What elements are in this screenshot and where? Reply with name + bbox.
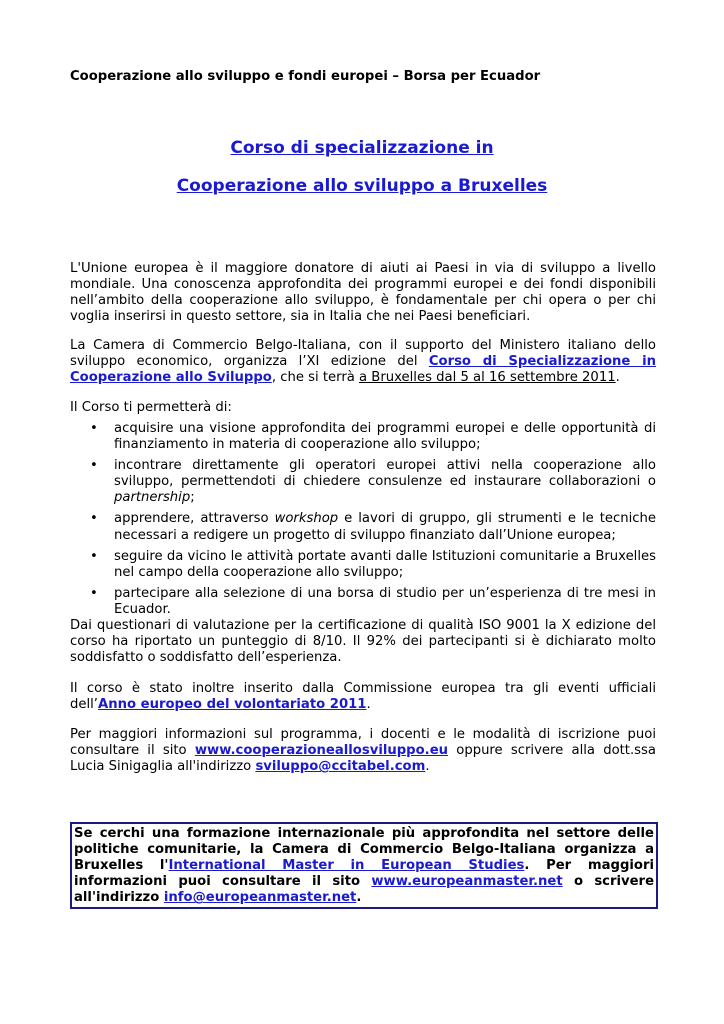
website-link[interactable]: www.cooperazioneallosviluppo.eu xyxy=(194,743,449,759)
benefit-text-after: ; xyxy=(190,490,195,506)
bullet-icon: • xyxy=(90,421,98,436)
organizer-suffix: . xyxy=(615,370,620,386)
info-suffix: . xyxy=(425,759,430,775)
list-item xyxy=(70,458,656,506)
callout-prefix: Se cerchi una formazione internazionale più approfondita nel settore delle politiche comunitarie, la Camera di Commercio Belgo-Italiana organizza a Bruxelles l' xyxy=(74,826,654,874)
benefit-text: partecipare alla selezione di una borsa di studio per un’esperienza di tre mesi in Ecuador. xyxy=(114,585,656,617)
bullet-icon: • xyxy=(90,585,98,601)
info-middle: oppure scrivere alla dott.ssa Lucia Sinigaglia all'indirizzo xyxy=(70,743,656,775)
list-item xyxy=(70,549,656,581)
benefit-text: seguire da vicino le attività portate avanti dalle Istituzioni comunitarie a Bruxelles nel campo della cooperazione allo sviluppo; xyxy=(114,548,656,580)
organizer-paragraph xyxy=(70,338,656,386)
master-website-link[interactable]: www.europeanmaster.net xyxy=(371,874,563,890)
list-item xyxy=(70,586,656,618)
benefit-text: apprendere, attraverso xyxy=(114,511,275,527)
benefit-italic: partnership xyxy=(114,490,191,506)
page-title-line-1[interactable]: Corso di specializzazione in xyxy=(230,138,494,158)
page-header: Cooperazione allo sviluppo e fondi europei – Borsa per Ecuador xyxy=(70,69,541,84)
benefits-intro: Il Corso ti permetterà di: xyxy=(70,400,232,415)
page-title-line-2[interactable]: Cooperazione allo sviluppo a Bruxelles xyxy=(176,176,548,196)
callout-middle-2: o scrivere all'indirizzo xyxy=(74,874,655,906)
bullet-icon: • xyxy=(90,511,98,527)
info-prefix: Per maggiori informazioni sul programma, i docenti e le modalità di iscrizione puoi consultare il sito xyxy=(70,727,656,759)
organizer-middle: , che si terrà xyxy=(271,370,360,386)
benefit-text-after: e lavori di gruppo, gli strumenti e le tecniche necessari a redigere un progetto di sviluppo finanziato dall’Unione europea; xyxy=(114,511,657,543)
benefit-text: acquisire una visione approfondita dei programmi europei e delle opportunità di finanziamento in materia di cooperazione allo sviluppo; xyxy=(114,421,656,453)
volunteering-paragraph xyxy=(70,681,656,713)
course-link[interactable]: Corso di Specializzazione in Cooperazione allo Sviluppo xyxy=(70,354,656,386)
benefit-italic: workshop xyxy=(274,511,339,527)
callout-middle: . Per maggiori informazioni puoi consultare il sito xyxy=(74,858,654,890)
volunteering-year-link[interactable]: Anno europeo del volontariato 2011 xyxy=(98,697,367,713)
callout-suffix: . xyxy=(356,890,362,906)
list-item xyxy=(70,511,656,543)
master-program-link[interactable]: International Master in European Studies xyxy=(168,858,525,874)
master-callout-box xyxy=(70,822,658,909)
quality-paragraph: Dai questionari di valutazione per la certificazione di qualità ISO 9001 la X edizione del corso ha riportato un punteggio di 8/10. Il 92% dei partecipanti si è dichiarato molto soddisfatto o soddisfatto dell’esperienza. xyxy=(70,618,656,666)
email-link[interactable]: sviluppo@ccitabel.com xyxy=(255,759,426,775)
benefits-list xyxy=(70,421,656,618)
organizer-prefix: La Camera di Commercio Belgo-Italiana, con il supporto del Ministero italiano dello sviluppo economico, organizza l’XI edizione del xyxy=(70,338,656,370)
list-item xyxy=(70,421,656,453)
volunteering-suffix: . xyxy=(366,697,371,713)
intro-paragraph: L'Unione europea è il maggiore donatore di aiuti ai Paesi in via di sviluppo a livello mondiale. Una conoscenza approfondita dei programmi europei e dei fondi disponibili nell’ambito della cooperazione allo sviluppo, è fondamentale per chi opera o per chi voglia inserirsi in questo settore, sia in Italia che nei Paesi beneficiari. xyxy=(70,261,656,325)
bullet-icon: • xyxy=(90,548,98,564)
master-email-link[interactable]: info@europeanmaster.net xyxy=(163,890,357,906)
volunteering-prefix: Il corso è stato inoltre inserito dalla Commissione europea tra gli eventi ufficiali dell’ xyxy=(70,681,656,713)
bullet-icon: • xyxy=(90,458,98,474)
info-paragraph xyxy=(70,727,656,775)
benefit-text: incontrare direttamente gli operatori europei attivi nella cooperazione allo sviluppo, permettendoti di chiedere consulenze ed instaurare collaborazioni o xyxy=(114,458,656,490)
course-dates: a Bruxelles dal 5 al 16 settembre 2011 xyxy=(359,370,616,386)
